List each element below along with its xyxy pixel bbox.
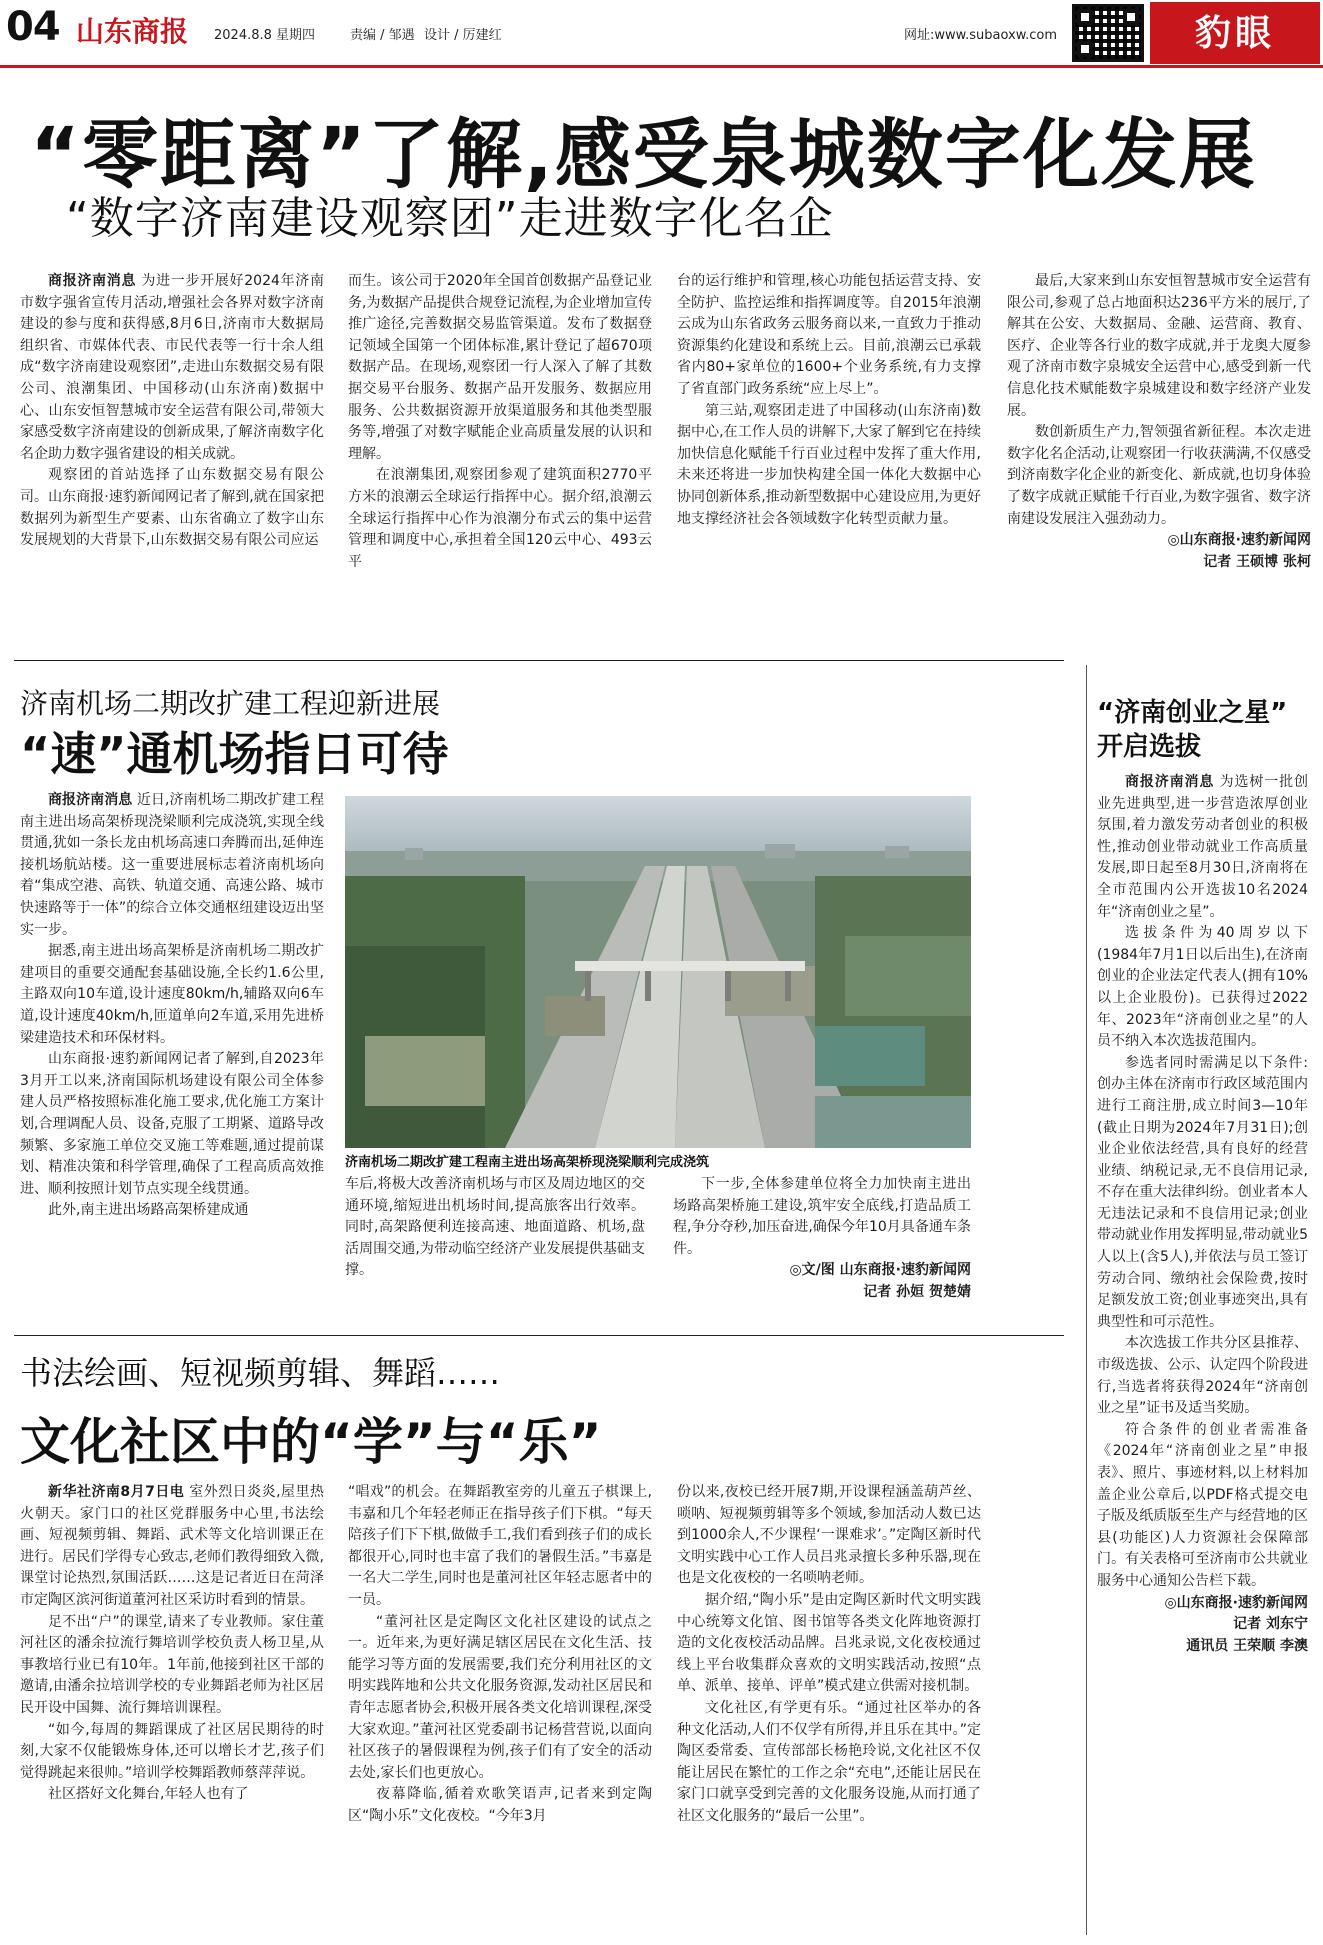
paragraph: 据介绍,“陶小乐”是由定陶区新时代文明实践中心统筹文化馆、图书馆等各类文化阵地资源打造的文化夜校活动品牌。吕兆录说,文化夜校通过线上平台收集群众喜欢的文明实践活动,按照“点单、派单、接单、评单”模式建立供需对接机制。 [677,1591,981,1695]
story1-column-3 [677,271,981,530]
paragraph: 参选者同时需满足以下条件:创办主体在济南市行政区域范围内进行工商注册,成立时间3—10年(截止日期为2024年7月31日);创业企业依法经营,具有良好的经营业绩、纳税记录,无不良信用记录,不存在重大法律纠纷。创业者本人无违法记录和不良信用记录;创业带动就业作用发挥明显,带动就业5人以上(含5人),并依法与员工签订劳动合同、缴纳社会保险费,按时足额发放工资;创业事迹突出,具有典型性和可示范性。 [1097,1054,1308,1330]
paragraph: “董河社区是定陶区文化社区建设的试点之一。近年来,为更好满足辖区居民在文化生活、技能学习等方面的发展需要,我们充分利用社区的文明实践阵地和公共文化服务资源,发动社区居民和青年志愿者协会,积极开展各类文化培训课程,深受大家欢迎。”董河社区党委副书记杨营营说,以面向社区孩子的暑假课程为例,孩子们有了安全的活动去处,家长们也更放心。 [348,1613,652,1781]
paragraph: 下一步,全体参建单位将全力加快南主进出场路高架桥施工建设,筑牢安全底线,打造品质工程,争分夺秒,加压奋进,确保今年10月具备通车条件。 [673,1176,971,1257]
section-divider [14,660,1064,661]
story2-column-2 [345,1174,645,1282]
paragraph: 车后,将极大改善济南机场与市区及周边地区的交通环境,缩短进出机场时间,提高旅客出行效率。同时,高架路便利连接高速、地面道路、机场,盘活周围交通,为带动临空经济产业发展提供基础支撑。 [345,1176,645,1279]
byline-agency: ◎文/图 山东商报·速豹新闻网 [789,1262,971,1279]
designer-credit: 设计 / 厉建红 [424,28,502,43]
paragraph: 本次选拔工作共分区县推荐、市级选拔、公示、认定四个阶段进行,当选者将获得2024年“济南创业之星”证书及适当奖励。 [1097,1335,1308,1417]
story2-headline: “速”通机场指日可待 [20,727,449,781]
paragraph: 此外,南主进出场路高架桥建成通 [48,1202,249,1219]
story1-headline: “零距离”了解,感受泉城数字化发展 [30,110,1257,199]
paragraph: 近日,济南机场二期改扩建工程南主进出场高架桥现浇梁顺利完成浇筑,实现全线贯通,犹如一条长龙由机场高速口奔腾而出,延伸连接机场航站楼。这一重要进展标志着济南机场向着“集成空港、高铁、轨道交通、高速公路、城市快速路等于一体”的综合立体交通枢纽建设迈出坚实一步。 [20,792,325,938]
paragraph: 室外烈日炎炎,屋里热火朝天。家门口的社区党群服务中心里,书法绘画、短视频剪辑、舞蹈、武术等文化培训课正在进行。居民们学得专心致志,老师们教得细致入微,课堂讨论热烈,氛围活跃……这是记者近日在菏泽市定陶区滨河街道董河社区采访时看到的情景。 [20,1484,325,1608]
paragraph: 数创新质生产力,智领强省新征程。本次走进数字化名企活动,让观察团一行收获满满,不仅感受到济南数字化企业的新变化、新成就,也切身体验了数字成就正赋能千行百业,为数字强省、数字济南建设发展注入强劲动力。 [1007,424,1311,527]
editor-credit: 责编 / 邹遇 [350,28,415,43]
paragraph: 为进一步开展好2024年济南市数字强省宣传月活动,增强社会各界对数字济南建设的参与度和获得感,8月6日,济南市大数据局组织省、市媒体代表、市民代表等一行十余人组成“数字济南建设观察团”,走进山东数据交易有限公司、浪潮集团、中国移动(山东济南)数据中心、山东安恒智慧城市安全运营有限公司,带领大家感受数字济南建设的创新成果,了解济南数字化名企助力数字强省建设的相关成就。 [20,273,324,462]
byline-reporters: 记者 王硕博 张柯 [1203,553,1311,570]
website-link[interactable]: 网址:www.subaoxw.com [904,28,1058,43]
paragraph: 台的运行维护和管理,核心功能包括运营支持、安全防护、监控运维和指挥调度等。自2015年浪潮云成为山东省政务云服务商以来,一直致力于推动资源集约化建设和系统上云。目前,浪潮云已承载省内80+家单位的1600+个业务系统,有力支撑了省直部门政务系统“应上尽上”。 [677,273,981,397]
story3-column-2 [348,1482,652,1828]
dateline: 商报济南消息 [48,273,137,289]
qr-code-icon[interactable] [1072,4,1144,62]
paper-name: 山东商报 [76,15,189,48]
story3-kicker: 书法绘画、短视频剪辑、舞蹈…… [20,1354,501,1392]
masthead [0,0,1323,68]
sidebar-title-line2: 开启选拔 [1097,732,1202,762]
section-divider [14,1335,1064,1336]
photo-caption: 济南机场二期改扩建工程南主进出场高架桥现浇梁顺利完成浇筑 [345,1155,710,1170]
byline-reporters: 记者 孙姮 贺楚婧 [863,1283,971,1300]
paragraph: 观察团的首站选择了山东数据交易有限公司。山东商报·速豹新闻网记者了解到,就在国家把数据列为新型生产要素、山东省确立了数字山东发展规划的大背景下,山东数据交易有限公司应运 [20,467,324,549]
story1-column-2 [348,271,652,573]
paragraph: 在浪潮集团,观察团参观了建筑面积2770平方米的浪潮云全球运行指挥中心。据介绍,浪潮云全球运行指挥中心作为浪潮分布式云的集中运营管理和调度中心,承担着全国120云中心、493云平 [348,467,652,570]
section-badge: 豹眼 [1150,2,1320,64]
paragraph: 最后,大家来到山东安恒智慧城市安全运营有限公司,参观了总占地面积达236平方米的展厅,了解其在公安、大数据局、金融、运营商、教育、医疗、企业等各行业的数字成就,并于龙奥大厦参观了济南市数字泉城安全运营中心,感受到新一代信息化技术赋能数字泉城建设和数字经济产业发展。 [1007,273,1311,419]
paragraph: 为选树一批创业先进典型,进一步营造浓厚创业氛围,着力激发劳动者创业的积极性,推动创业带动就业工作高质量发展,即日起至8月30日,济南将在全市范围内公开选拔10名2024年“济南创业之星”。 [1097,774,1309,920]
paragraph: 足不出“户”的课堂,请来了专业教师。家住董河社区的潘余拉流行舞培训学校负责人杨卫星,从事教培行业已有10年。1年前,他接到社区干部的邀请,由潘余拉培训学校的专业舞蹈老师为社区居民开设中国舞、流行舞培训课程。 [20,1613,324,1716]
sidebar-divider [1086,665,1087,1935]
story3-column-3 [677,1482,981,1828]
page-number: 04 [6,4,60,50]
paragraph: 而生。该公司于2020年全国首创数据产品登记业务,为数据产品提供合规登记流程,为企业增加宣传推广途径,完善数据交易监管渠道。发布了数据登记领域全国第一个团体标准,累计登记了超670项数据产品。在现场,观察团一行人深入了解了其数据交易平台服务、数据产品开发服务、数据应用服务、公共数据资源开放渠道服务和其他类型服务等,增强了对数字赋能企业高质量发展的认识和理解。 [348,273,652,462]
story1-column-4 [1007,271,1311,573]
paragraph: 社区搭好文化舞台,年轻人也有了 [48,1786,249,1803]
story2-column-1 [20,790,324,1222]
story1-column-1 [20,271,324,552]
issue-date: 2024.8.8 星期四 [214,28,316,43]
byline-reporter: 记者 刘东宁 [1233,1616,1308,1633]
sidebar-title-line1: “济南创业之星” [1097,698,1288,728]
sidebar-body [1097,772,1308,1657]
paragraph: “如今,每周的舞蹈课成了社区居民期待的时刻,大家不仅能锻炼身体,还可以增长才艺,孩子们觉得跳起来很帅。”培训学校舞蹈教师蔡萍萍说。 [20,1721,324,1781]
story3-column-1 [20,1482,324,1806]
paragraph: “唱戏”的机会。在舞蹈教室旁的儿童五子棋课上,韦嘉和几个年轻老师正在指导孩子们下棋。“每天陪孩子们下下棋,做做手工,我们看到孩子们的成长都很开心,同时也丰富了我们的暑假生活。”韦嘉是一名大二学生,同时也是董河社区年轻志愿者中的一员。 [348,1484,652,1608]
byline-agency: ◎山东商报·速豹新闻网 [1164,1594,1308,1611]
byline-correspondents: 通讯员 王荣顺 李澳 [1186,1637,1308,1654]
dateline: 商报济南消息 [48,792,133,808]
paragraph: 第三站,观察团走进了中国移动(山东济南)数据中心,在工作人员的讲解下,大家了解到它在持续加快信息化赋能千行百业过程中发挥了重大作用,未来还将进一步加快构建全国一体化大数据中心协同创新体系,推动新型数据中心建设应用,为更好地支撑经济社会各领域数字化转型贡献力量。 [677,402,981,527]
airport-viaduct-photo [345,796,971,1148]
paragraph: 文化社区,有学更有乐。“通过社区举办的各种文化活动,人们不仅学有所得,并且乐在其中。”定陶区委常委、宣传部部长杨艳玲说,文化社区不仅能让居民在繁忙的工作之余“充电”,还能让居民在家门口就享受到完善的文化服务设施,从而打通了社区文化服务的“最后一公里”。 [677,1699,981,1824]
byline-agency: ◎山东商报·速豹新闻网 [1167,532,1311,549]
paragraph: 选拔条件为40周岁以下(1984年7月1日以后出生),在济南创业的企业法定代表人(拥有10%以上企业股份)。已获得过2022年、2023年“济南创业之星”的人员不纳入本次选拔范围内。 [1097,925,1308,1050]
paragraph: 山东商报·速豹新闻网记者了解到,自2023年3月开工以来,济南国际机场建设有限公司全体参建人员严格按照标准化施工要求,优化施工方案计划,合理调配人员、设备,克服了工期紧、道路导改频繁、多家施工单位交叉施工等难题,通过提前谋划、精准决策和科学管理,确保了工程高质高效推进、顺利按照计划节点实现全线贯通。 [20,1051,324,1197]
story3-headline: 文化社区中的“学”与“乐” [20,1413,602,1471]
dateline: 商报济南消息 [1125,774,1215,790]
story2-kicker: 济南机场二期改扩建工程迎新进展 [20,687,441,720]
story2-column-3 [673,1174,971,1304]
paragraph: 夜幕降临,循着欢歌笑语声,记者来到定陶区“陶小乐”文化夜校。“今年3月 [348,1786,652,1824]
dateline: 新华社济南8月7日电 [48,1484,185,1500]
paragraph: 份以来,夜校已经开展7期,开设课程涵盖葫芦丝、唢呐、短视频剪辑等多个领域,参加活动人数已达到1000余人,不少课程‘一课难求’。”定陶区新时代文明实践中心工作人员吕兆录擅长多种乐器,现在也是文化夜校的一名唢呐老师。 [677,1484,981,1587]
paragraph: 据悉,南主进出场高架桥是济南机场二期改扩建项目的重要交通配套基础设施,全长约1.6公里,主路双向10车道,设计速度80km/h,辅路双向6车道,设计速度40km/h,匝道单向2车道,采用先进桥梁建造技术和环保材料。 [20,943,324,1046]
paragraph: 符合条件的创业者需准备《2024年“济南创业之星”申报表》、照片、事迹材料,以上材料加盖企业公章后,以PDF格式提交电子版及纸质版至生产与经营地的区县(功能区)人力资源社会保障部门。有关表格可至济南市公共就业服务中心通知公告栏下载。 [1097,1421,1308,1589]
story1-subheadline: “数字济南建设观察团”走进数字化名企 [66,193,834,244]
